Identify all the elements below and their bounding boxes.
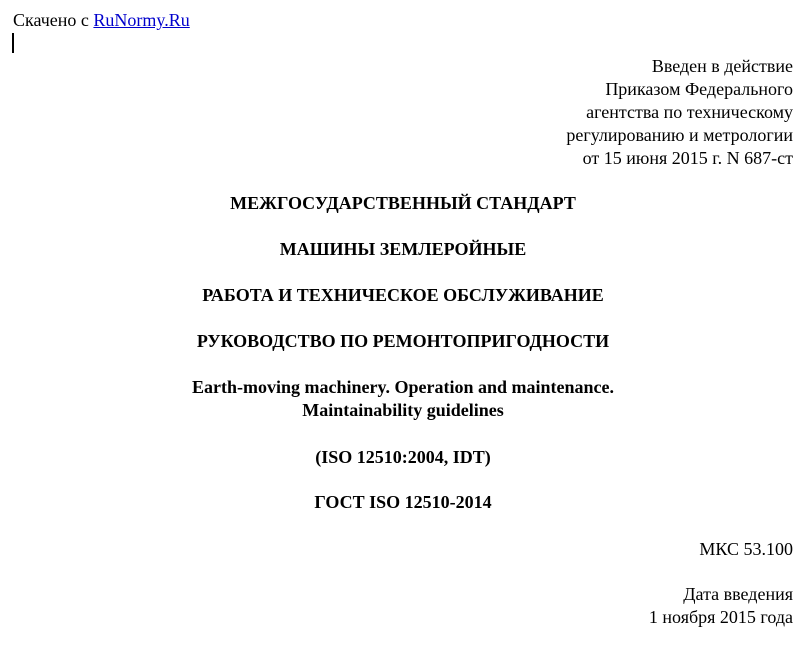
effective-date-block [649, 583, 793, 629]
document-title: РУКОВОДСТВО ПО РЕМОНТОПРИГОДНОСТИ [196, 331, 610, 351]
intro-block [566, 55, 793, 170]
mks-code: МКС 53.100 [699, 539, 793, 559]
text-cursor [12, 33, 14, 53]
intro-line: Приказом Федерального [605, 79, 793, 99]
english-title [0, 376, 799, 422]
effective-date-value: 1 ноября 2015 года [648, 607, 793, 627]
source-prefix: Скачено с [13, 10, 94, 30]
iso-reference: (ISO 12510:2004, IDT) [315, 447, 491, 467]
source-link[interactable]: RuNormy.Ru [93, 10, 190, 30]
effective-date-label: Дата введения [683, 584, 793, 604]
english-title-line: Earth-moving machinery. Operation and maintenance. [192, 377, 614, 397]
subject-heading: МАШИНЫ ЗЕМЛЕРОЙНЫЕ [279, 239, 527, 259]
gost-number: ГОСТ ISO 12510-2014 [314, 492, 492, 512]
english-title-line: Maintainability guidelines [302, 400, 504, 420]
intro-line: Введен в действие [651, 56, 793, 76]
standard-type-heading: МЕЖГОСУДАРСТВЕННЫЙ СТАНДАРТ [230, 193, 576, 213]
intro-line: регулированию и метрологии [566, 125, 793, 145]
intro-line: от 15 июня 2015 г. N 687-ст [582, 148, 793, 168]
section-heading: РАБОТА И ТЕХНИЧЕСКОЕ ОБСЛУЖИВАНИЕ [202, 285, 604, 305]
intro-line: агентства по техническому [586, 102, 793, 122]
source-line [13, 9, 190, 31]
